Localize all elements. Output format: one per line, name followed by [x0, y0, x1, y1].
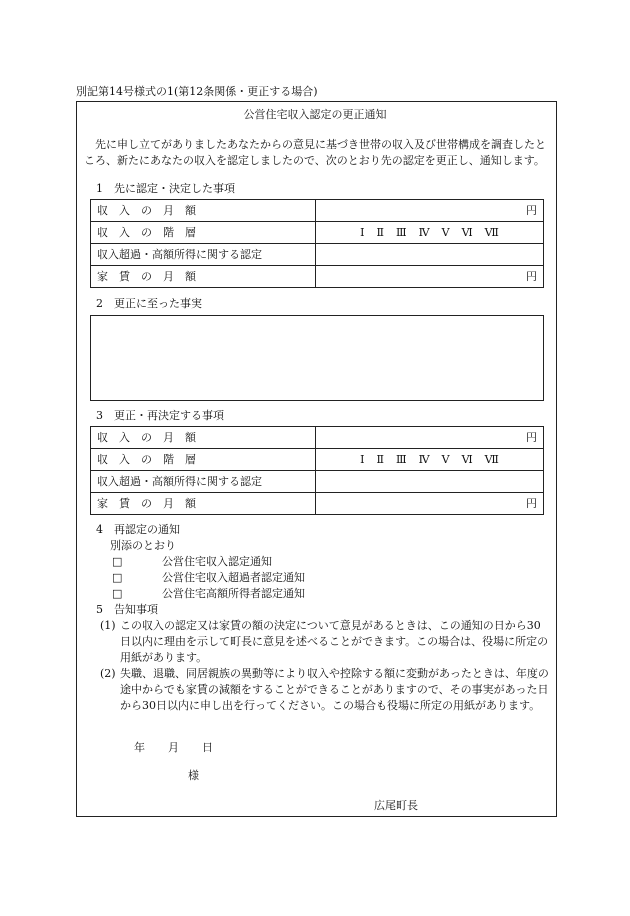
section1-table	[90, 199, 544, 288]
level-4: Ⅳ	[418, 452, 430, 466]
table-row	[91, 222, 544, 244]
level-7: Ⅶ	[484, 452, 499, 466]
level-2: Ⅱ	[376, 225, 384, 239]
section4-sub: 別添のとおり	[110, 539, 176, 552]
income-level-options	[316, 222, 544, 244]
checkbox-icon[interactable]: □	[112, 555, 123, 568]
addressee-suffix: 様	[188, 769, 199, 782]
section5-heading: 5 告知事項	[96, 603, 158, 616]
income-monthly-value: 円	[316, 200, 544, 222]
level-2: Ⅱ	[376, 452, 384, 466]
checkbox-icon[interactable]: □	[112, 571, 123, 584]
level-3: Ⅲ	[396, 225, 407, 239]
excess-income-value	[316, 471, 544, 493]
level-1: Ⅰ	[360, 225, 365, 239]
row-label: 収入超過・高額所得に関する認定	[91, 244, 316, 266]
level-6: Ⅵ	[461, 225, 473, 239]
table-row	[91, 449, 544, 471]
section2-heading: 2 更正に至った事実	[96, 297, 202, 310]
option-high-income: 公営住宅高額所得者認定通知	[162, 587, 305, 600]
table-row	[91, 427, 544, 449]
note-text: この収入の認定又は家賃の額の決定について意見があるときは、この通知の日から30日以内に理由を示して町長に意見を述べることができます。この場合は、役場に所定の用紙があります。	[120, 619, 549, 664]
date-day: 日	[202, 741, 213, 754]
level-4: Ⅳ	[418, 225, 430, 239]
table-row	[91, 200, 544, 222]
note-number: (1)	[100, 619, 116, 632]
correction-fact-box	[90, 315, 544, 401]
section1-heading: 1 先に認定・決定した事項	[96, 182, 235, 195]
level-5: Ⅴ	[441, 225, 450, 239]
row-label: 家 賃 の 月 額	[91, 266, 316, 288]
row-label: 収 入 の 月 額	[91, 427, 316, 449]
form-header: 別記第14号様式の1(第12条関係・更正する場合)	[76, 85, 318, 98]
rent-monthly-value: 円	[316, 493, 544, 515]
row-label: 収 入 の 月 額	[91, 200, 316, 222]
note-text: 失職、退職、同居親族の異動等により収入や控除する額に変動があったときは、年度の途中からでも家賃の減額をすることができることがありますので、その事実があった日から30日以内に申し出を行ってください。この場合も役場に所定の用紙があります。	[120, 667, 549, 712]
table-row	[91, 493, 544, 515]
row-label: 収 入 の 階 層	[91, 449, 316, 471]
row-label: 収入超過・高額所得に関する認定	[91, 471, 316, 493]
issuer-name: 広尾町長	[374, 799, 418, 812]
section3-heading: 3 更正・再決定する事項	[96, 409, 224, 422]
level-7: Ⅶ	[484, 225, 499, 239]
intro-paragraph: 先に申し立てがありましたあなたからの意見に基づき世帯の収入及び世帯構成を調査したところ、新たにあなたの収入を認定しましたので、次のとおり先の認定を更正し、通知します。	[84, 138, 546, 167]
income-monthly-value: 円	[316, 427, 544, 449]
note-number: (2)	[100, 667, 116, 680]
income-level-options	[316, 449, 544, 471]
table-row	[91, 471, 544, 493]
checkbox-icon[interactable]: □	[112, 587, 123, 600]
excess-income-value	[316, 244, 544, 266]
section3-table	[90, 426, 544, 515]
level-1: Ⅰ	[360, 452, 365, 466]
option-income-certification: 公営住宅収入認定通知	[162, 555, 272, 568]
table-row	[91, 266, 544, 288]
option-excess-income: 公営住宅収入超過者認定通知	[162, 571, 305, 584]
row-label: 家 賃 の 月 額	[91, 493, 316, 515]
date-year: 年	[134, 741, 145, 754]
rent-monthly-value: 円	[316, 266, 544, 288]
level-6: Ⅵ	[461, 452, 473, 466]
row-label: 収 入 の 階 層	[91, 222, 316, 244]
table-row	[91, 244, 544, 266]
section4-heading: 4 再認定の通知	[96, 523, 180, 536]
document-title: 公営住宅収入認定の更正通知	[243, 108, 387, 121]
level-3: Ⅲ	[396, 452, 407, 466]
level-5: Ⅴ	[441, 452, 450, 466]
date-month: 月	[168, 741, 179, 754]
